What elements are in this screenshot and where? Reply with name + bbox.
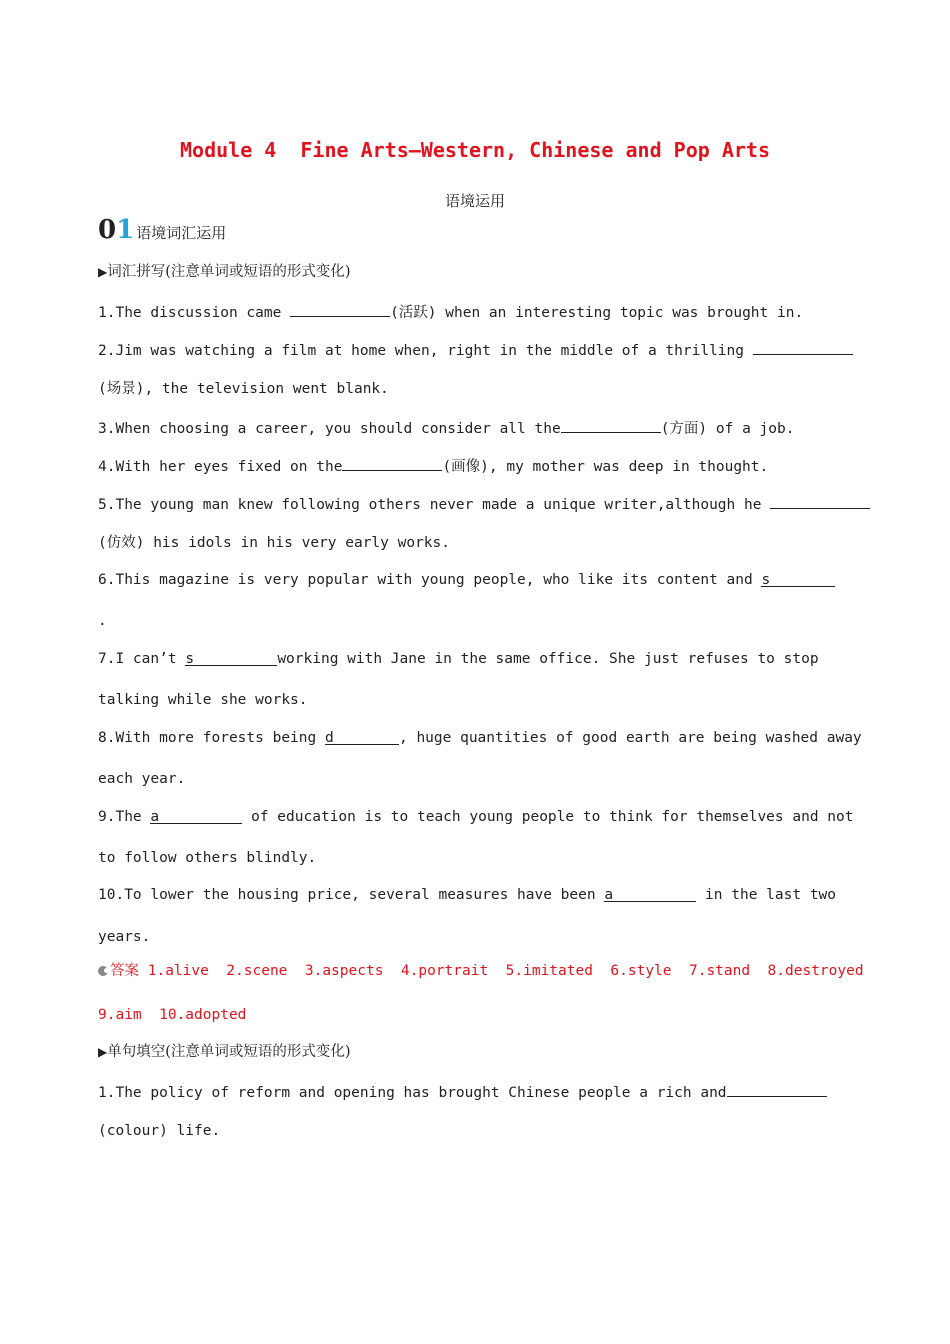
- question-6-line-1: 6.This magazine is very popular with young people, who like its content and s: [98, 570, 835, 590]
- answer-key-line-1: [98, 961, 864, 981]
- answer-blank-5[interactable]: [770, 492, 870, 509]
- question-9-line-2: to follow others blindly.: [98, 850, 317, 866]
- question-10-line-1: 10.To lower the housing price, several measures have been a in the last two: [98, 887, 837, 903]
- answer-blank-2[interactable]: [753, 338, 853, 355]
- answer-label: 答案: [110, 963, 139, 979]
- question-8-line-1: 8.With more forests being d , huge quantities of good earth are being washed away: [98, 730, 862, 746]
- question-6-line-2: .: [98, 613, 107, 629]
- part2-question-1-line-2: (colour) life.: [98, 1123, 221, 1139]
- answer-blank-8[interactable]: d: [325, 728, 399, 745]
- answer-key-line-2: 9.aim 10.adopted: [98, 1007, 247, 1023]
- question-2-line-2: (场景), the television went blank.: [98, 381, 389, 397]
- page-title: Module 4 Fine Arts—Western, Chinese and Pop Arts: [179, 138, 770, 162]
- answer-blank-10[interactable]: a: [604, 885, 696, 902]
- question-8-line-2: each year.: [98, 771, 186, 787]
- question-9-line-1: 9.The a of education is to teach young people to think for themselves and not: [98, 809, 854, 825]
- section-label: 语境词汇运用: [136, 224, 227, 242]
- part1-heading: ▶词汇拼写(注意单词或短语的形式变化): [98, 264, 351, 280]
- answer-blank-1[interactable]: [290, 300, 390, 317]
- triangle-bullet-icon: ▶: [98, 1045, 108, 1059]
- question-2-line-1: 2.Jim was watching a film at home when, right in the middle of a thrilling: [98, 338, 853, 361]
- answer-blank-3[interactable]: [561, 416, 661, 433]
- question-5-line-1: 5.The young man knew following others never made a unique writer,although he: [98, 492, 870, 515]
- page-subtitle: 语境运用: [444, 192, 505, 210]
- part2-heading: ▶单句填空(注意单词或短语的形式变化): [98, 1044, 351, 1060]
- part2-answer-blank-1[interactable]: [727, 1080, 827, 1097]
- answer-blank-6[interactable]: s: [761, 570, 835, 587]
- answer-icon: [98, 966, 108, 976]
- question-1: 1.The discussion came (活跃) when an interesting topic was brought in.: [98, 300, 803, 323]
- part2-question-1-line-1: 1.The policy of reform and opening has brought Chinese people a rich and: [98, 1080, 827, 1103]
- question-10-line-2: years.: [98, 929, 151, 945]
- question-7-line-2: talking while she works.: [98, 692, 308, 708]
- answer-blank-7[interactable]: s: [185, 649, 277, 666]
- answer-blank-9[interactable]: a: [150, 807, 242, 824]
- section-heading: [98, 216, 226, 244]
- section-number-digit-1: 1: [116, 215, 135, 245]
- triangle-bullet-icon: ▶: [98, 265, 108, 279]
- question-4: 4.With her eyes fixed on the (画像), my mother was deep in thought.: [98, 454, 768, 477]
- question-7-line-1: 7.I can’t s working with Jane in the same office. She just refuses to stop: [98, 651, 819, 667]
- answer-blank-4[interactable]: [342, 454, 442, 471]
- question-5-line-2: (仿效) his idols in his very early works.: [98, 535, 451, 551]
- section-number-digit-0: 0: [98, 215, 117, 245]
- question-3: 3.When choosing a career, you should consider all the (方面) of a job.: [98, 416, 794, 439]
- answer-key-text-1: 1.alive 2.scene 3.aspects 4.portrait 5.imitated 6.style 7.stand 8.destroyed: [147, 963, 864, 979]
